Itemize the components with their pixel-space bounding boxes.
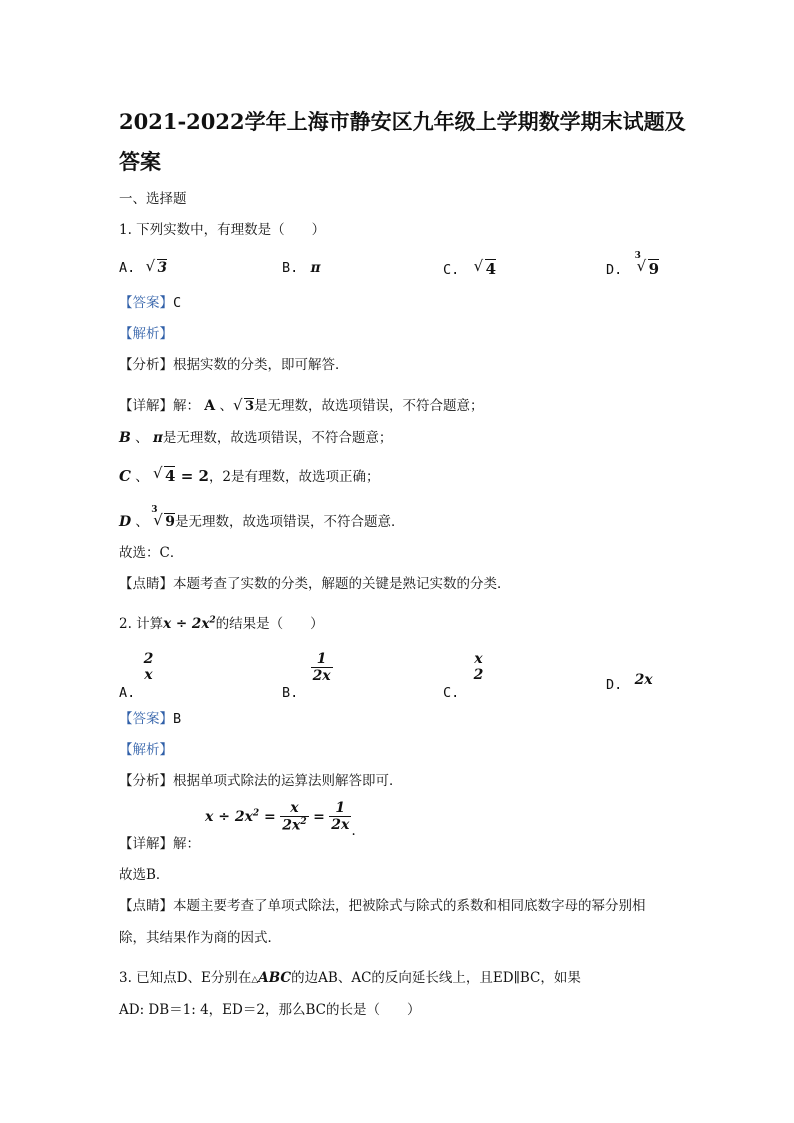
- page-title-line1: 2021-2022学年上海市静安区九年级上学期数学期末试题及: [119, 109, 686, 134]
- q1-dianjing-text: 本题考查了实数的分类，解题的关键是熟记实数的分类．: [173, 576, 511, 592]
- q2-fenxi-tag: 【分析】: [119, 773, 173, 789]
- q2-stem-pre: 2. 计算: [119, 616, 164, 632]
- q3-line1-pre: 3. 已知点D、E分别在: [119, 970, 252, 986]
- q1-option-a: [119, 257, 167, 276]
- q1-option-c: [443, 257, 496, 278]
- q1-detail-c: C 、 √ 4 = 2，2是有理数，故选项正确；: [119, 464, 380, 485]
- q2-option-b-label: B.: [282, 685, 299, 701]
- q1-option-a-expr: √ 3: [145, 257, 167, 276]
- q1-option-d-label: D.: [606, 262, 623, 278]
- q2-option-d-expr: 2x: [634, 672, 653, 688]
- q1-answer: [119, 291, 181, 311]
- q3-line2: AD: DB＝1: 4，ED＝2，那么BC的长是（ ）: [119, 1002, 421, 1018]
- q2-option-a-label: A.: [119, 684, 136, 701]
- q1-detail-d: D 、 3 √ 9是无理数，故选项错误，不符合题意．: [119, 505, 405, 530]
- q2-option-c: [443, 651, 485, 701]
- q2-option-c-label: C.: [443, 684, 460, 701]
- q2-option-b-frac: $\frac{1}{2x}$: [312, 651, 331, 684]
- q1-option-d-expr: 3 √ 9: [634, 251, 659, 278]
- q2-option-d-label: D.: [606, 677, 623, 693]
- q3-triangle-label: ABC: [258, 970, 292, 986]
- q1-dianjing-tag: 【点睛】: [119, 576, 173, 592]
- q2-answer-value: B: [173, 711, 182, 727]
- q1-option-d: [606, 251, 659, 278]
- q1-answer-value: C: [173, 295, 182, 311]
- q2-stem-expr: $x \div 2x^2$: [163, 615, 216, 632]
- q1-detail-a: 【详解】解： A 、 √ 3是无理数，故选项错误，不符合题意；: [119, 396, 484, 414]
- q1-option-b: [282, 260, 320, 276]
- q2-detail-tag: 【详解】: [119, 836, 173, 852]
- q1-stem: 1. 下列实数中，有理数是（ ）: [119, 222, 326, 238]
- q2-detail-label: [119, 832, 200, 852]
- q2-option-b: [282, 651, 333, 701]
- section-heading: 一、选择题: [119, 191, 187, 207]
- q1-line-c: ，2是有理数，故选项正确；: [208, 469, 380, 485]
- q1-option-c-expr: √ 4: [473, 257, 496, 278]
- q3-line1: [119, 966, 581, 986]
- q2-answer-tag: 【答案】: [119, 711, 173, 727]
- q1-fenxi-tag: 【分析】: [119, 357, 173, 373]
- q2-fenxi: [119, 769, 403, 789]
- q1-line-d: 是无理数，故选项错误，不符合题意．: [174, 514, 405, 530]
- q1-option-b-label: B.: [282, 260, 299, 276]
- q1-line-b: 是无理数，故选项错误，不符合题意；: [162, 430, 393, 446]
- page-title-line2: 答案: [119, 149, 161, 174]
- q2-detail-equation: $x \div 2x^2$ = $\frac{x}{2x^2}$ = $\frac{1}{2x}$ .: [205, 800, 356, 839]
- q1-fenxi: [119, 353, 349, 373]
- q2-stem: [119, 612, 324, 632]
- triangle-icon: △: [251, 975, 259, 985]
- q2-dianjing-text1: 本题主要考查了单项式除法，把被除式与除式的系数和相同底数字母的幂分别相: [173, 898, 646, 914]
- q1-line-a: 是无理数，故选项错误，不符合题意；: [254, 398, 484, 414]
- q2-dianjing-line1: [119, 894, 646, 914]
- q2-analysis-tag: 【解析】: [119, 742, 173, 758]
- q2-dianjing-tag: 【点睛】: [119, 898, 173, 914]
- q2-fenxi-text: 根据单项式除法的运算法则解答即可．: [173, 773, 403, 789]
- q2-option-c-frac: x 2: [473, 651, 484, 683]
- q1-fenxi-text: 根据实数的分类，即可解答．: [173, 357, 349, 373]
- q2-answer: [119, 707, 181, 727]
- q1-option-c-label: C.: [443, 262, 460, 278]
- q2-choose: 故选B．: [119, 867, 170, 883]
- q2-option-a: [119, 651, 155, 701]
- q2-option-d: [606, 672, 653, 693]
- q3-line1-post: 的边AB、AC的反向延长线上，且ED∥BC，如果: [291, 970, 581, 986]
- q1-answer-tag: 【答案】: [119, 295, 173, 311]
- q2-option-a-frac: 2 x: [143, 651, 154, 683]
- q1-dianjing: [119, 572, 511, 592]
- q2-dianjing-line2: 除，其结果作为商的因式．: [119, 930, 281, 946]
- q1-option-a-label: A.: [119, 260, 136, 276]
- q1-detail-b: B 、 π是无理数，故选项错误，不符合题意；: [119, 430, 393, 446]
- q2-detail-prefix: 解：: [173, 836, 200, 852]
- q1-detail-prefix: 解：: [173, 398, 200, 414]
- q1-option-b-expr: π: [310, 260, 321, 276]
- q1-detail-tag: 【详解】: [119, 398, 173, 414]
- q1-analysis-tag: 【解析】: [119, 326, 173, 342]
- q2-stem-post: 的结果是（ ）: [215, 616, 324, 632]
- q1-choose: 故选：C．: [119, 545, 184, 561]
